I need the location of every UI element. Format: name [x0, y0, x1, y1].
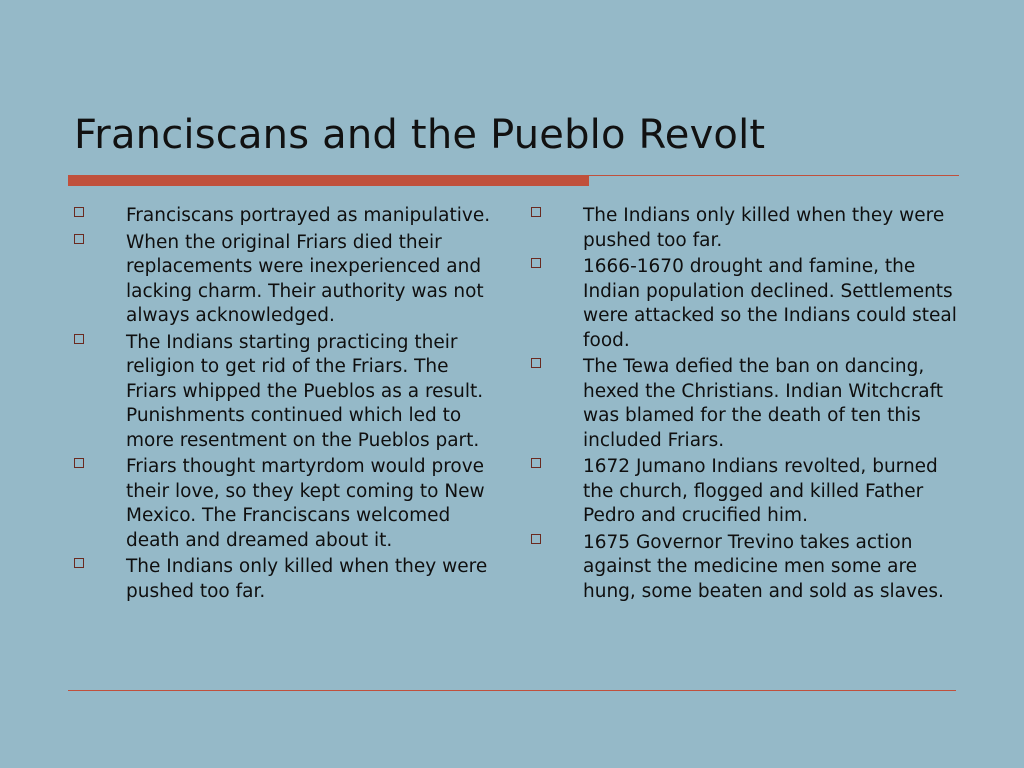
list-item [531, 204, 961, 253]
title-divider-line [589, 175, 959, 176]
square-bullet-icon [74, 234, 84, 244]
list-item [74, 331, 504, 454]
square-bullet-icon [74, 207, 84, 217]
square-bullet-icon [531, 207, 541, 217]
square-bullet-icon [74, 334, 84, 344]
square-bullet-icon [531, 458, 541, 468]
list-item-text: 1666-1670 drought and famine, the Indian population declined. Settlements were attacked so the Indians could steal food. [583, 256, 957, 351]
list-item-text: 1672 Jumano Indians revolted, burned the church, flogged and killed Father Pedro and crucified him. [583, 456, 938, 526]
list-item-text: The Indians starting practicing their religion to get rid of the Friars. The Friars whipped the Pueblos as a result. Punishments continued which led to more resentment on the Pueblos part. [126, 331, 484, 451]
square-bullet-icon [531, 358, 541, 368]
list-item [531, 355, 961, 453]
square-bullet-icon [531, 258, 541, 268]
list-item [531, 455, 961, 529]
list-item [74, 231, 504, 329]
list-item-text: The Indians only killed when they were pushed too far. [583, 205, 945, 251]
list-item-text: 1675 Governor Trevino takes action against the medicine men some are hung, some beaten and sold as slaves. [583, 531, 944, 602]
list-item [74, 204, 504, 229]
square-bullet-icon [74, 558, 84, 568]
square-bullet-icon [531, 534, 541, 544]
list-item [74, 555, 504, 604]
left-bullet-list [74, 204, 504, 606]
right-bullet-list [531, 204, 961, 606]
list-item-text: Friars thought martyrdom would prove their love, so they kept coming to New Mexico. The Franciscans welcomed death and dreamed about it. [126, 456, 485, 551]
list-item-text: The Indians only killed when they were pushed too far. [126, 556, 488, 602]
list-item [531, 531, 961, 605]
title-accent-bar [68, 175, 589, 186]
list-item-text: When the original Friars died their replacements were inexperienced and lacking charm. Their authority was not always acknowledged. [126, 231, 484, 326]
list-item-text: Franciscans portrayed as manipulative. [126, 205, 491, 226]
square-bullet-icon [74, 458, 84, 468]
bottom-divider-line [68, 690, 956, 691]
list-item [531, 255, 961, 353]
slide-title: Franciscans and the Pueblo Revolt [74, 112, 766, 158]
list-item [74, 455, 504, 553]
list-item-text: The Tewa defied the ban on dancing, hexed the Christians. Indian Witchcraft was blamed for the death of ten this included Friars. [583, 356, 944, 451]
